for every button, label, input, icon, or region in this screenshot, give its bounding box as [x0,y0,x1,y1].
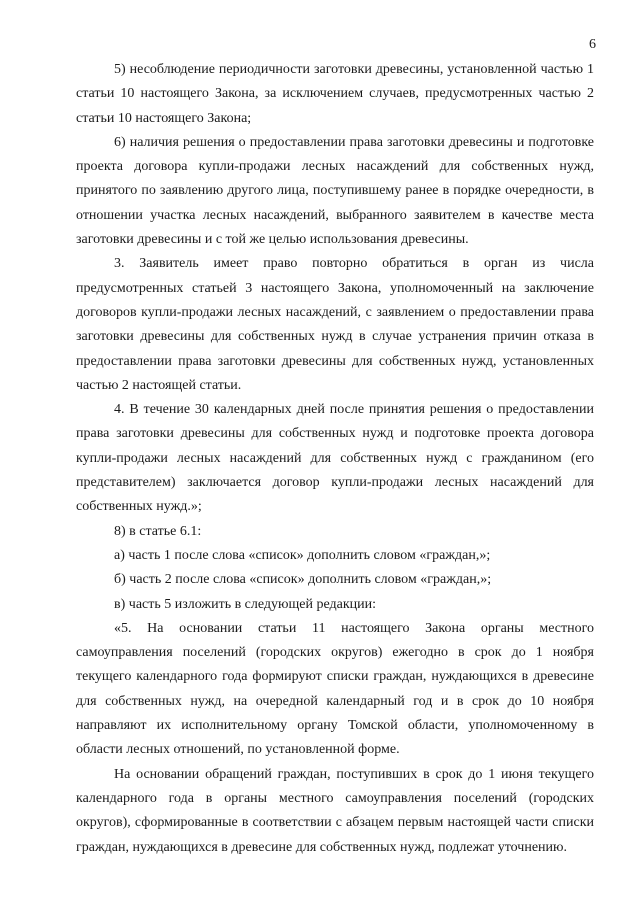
paragraph: б) часть 2 после слова «список» дополнить словом «граждан,»; [114,572,492,588]
paragraph: На основании обращений граждан, поступивших в срок до 1 июня текущего календарного года в органы местного самоуправления поселений (городских округов), сформированные в соответствии с абзацем первым настоящей части списки граждан, нуждающихся в древесине для собственных нужд, подлежат уточнению. [76,766,594,855]
paragraph: в) часть 5 изложить в следующей редакции: [114,596,377,612]
paragraph: 4. В течение 30 календарных дней после принятия решения о предоставлении права заготовки древесины для собственных нужд и подготовке проекта договора купли-продажи лесных насаждений для собственных нужд с гражданином (его представителем) заключается договор купли-продажи лесных насаждений для собственных нужд.»; [76,402,594,515]
paragraph: 8) в статье 6.1: [114,523,202,539]
paragraph: а) часть 1 после слова «список» дополнить словом «граждан,»; [114,547,491,563]
paragraph: «5. На основании статьи 11 настоящего Закона органы местного самоуправления поселений (городских округов) ежегодно в срок до 1 ноября текущего календарного года формируют списки граждан, нуждающихся в древесине для собственных нужд, на очередной календарный год и в срок до 10 ноября направляют их исполнительному органу Томской области, уполномоченному в области лесных отношений, по установленной форме. [76,620,594,758]
paragraph: 6) наличия решения о предоставлении права заготовки древесины и подготовке проекта договора купли-продажи лесных насаждений для собственных нужд, принятого по заявлению другого лица, поступившему ранее в порядке очередности, в отношении участка лесных насаждений, выбранного заявителем в качестве места заготовки древесины и с той же целью использования древесины. [76,134,594,248]
document-body [76,58,594,860]
page-number: 6 [589,37,596,52]
paragraph: 5) несоблюдение периодичности заготовки древесины, установленной частью 1 статьи 10 настоящего Закона, за исключением случаев, предусмотренных частью 2 статьи 10 настоящего Закона; [76,62,594,126]
paragraph: 3. Заявитель имеет право повторно обратиться в орган из числа предусмотренных статьей 3 настоящего Закона, уполномоченный на заключение договоров купли-продажи лесных насаждений, с заявлением о предоставлении права заготовки древесины для собственных нужд в случае устранения причин отказа в предоставлении права заготовки древесины для собственных нужд, установленных частью 2 настоящей статьи. [76,256,594,393]
